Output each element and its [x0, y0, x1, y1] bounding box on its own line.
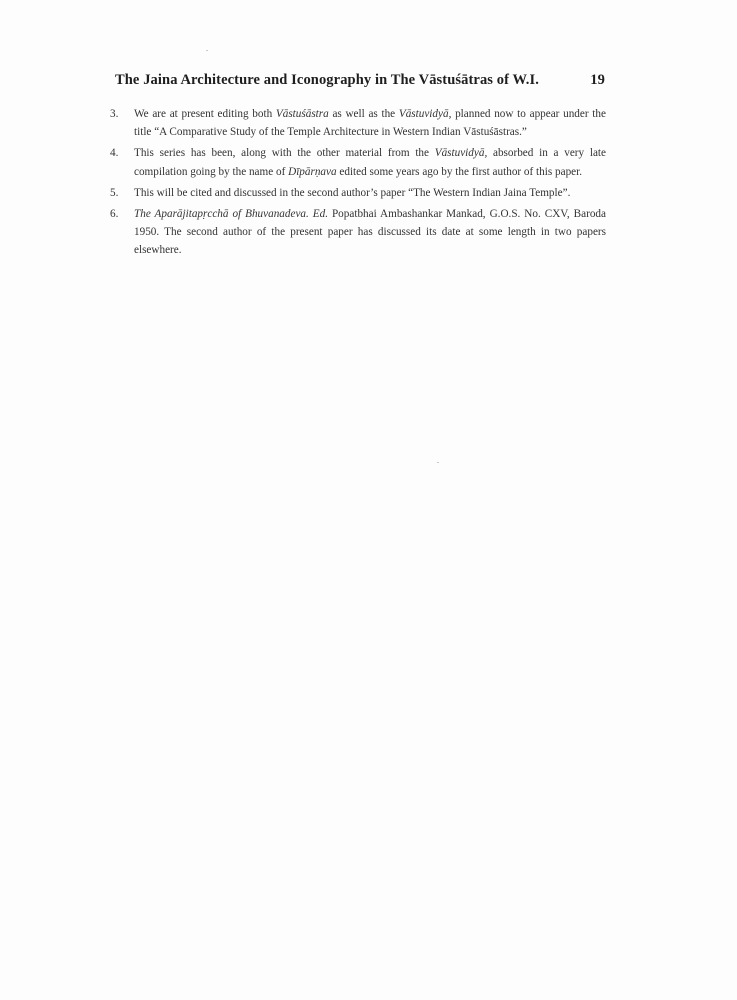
footnote-text-run: Popatbhai Ambashankar Mankad, G.O.S. No. CXV, Baroda 1950. The second author of the present paper has discussed its date at some length in two papers elsewhere. [134, 208, 606, 257]
footnotes-list [110, 105, 606, 263]
scan-speck [206, 50, 208, 51]
page-number: 19 [590, 72, 605, 88]
running-header [115, 72, 605, 89]
italic-title-text: Vāstuvidyā, [398, 108, 452, 120]
footnote-text [134, 144, 606, 180]
footnote-text [134, 184, 606, 202]
footnote-number: 3. [110, 108, 119, 120]
footnote-item [110, 105, 606, 141]
italic-title-text: Dīpārṇava [288, 165, 337, 178]
footnote-text [134, 205, 606, 260]
footnote-text-run: as well as the [328, 108, 399, 120]
italic-title-text: The Aparājitapṛcchā of Bhuvanadeva. Ed. [134, 208, 328, 221]
footnote-item [110, 205, 606, 260]
italic-title-text: Vāstuśāstra [275, 108, 329, 120]
footnote-text-run: This will be cited and discussed in the second author’s paper “The Western Indian Jaina Temple”. [134, 186, 571, 199]
footnote-text-run: We are at present editing both [134, 108, 276, 120]
footnote-number: 4. [110, 147, 119, 160]
footnote-item [110, 184, 606, 202]
footnote-text-run: absorbed in a very late compilation going by the name of [134, 147, 606, 178]
footnote-text-run: planned now to appear under the title “A Comparative Study of the Temple Architecture in Western Indian Vāstuśāstras.” [134, 108, 606, 139]
footnote-text [134, 105, 606, 141]
italic-title-text: Vāstuvidyā, [434, 147, 488, 160]
running-title: The Jaina Architecture and Iconography in The Vāstuśātras of W.I. [115, 72, 539, 88]
footnote-text-run: This series has been, along with the other material from the [134, 147, 435, 160]
footnote-text-run: edited some years ago by the first author of this paper. [336, 165, 583, 178]
scan-speck [437, 462, 439, 463]
footnote-item [110, 144, 606, 180]
footnote-number: 5. [110, 186, 119, 199]
footnote-number: 6. [110, 208, 119, 221]
